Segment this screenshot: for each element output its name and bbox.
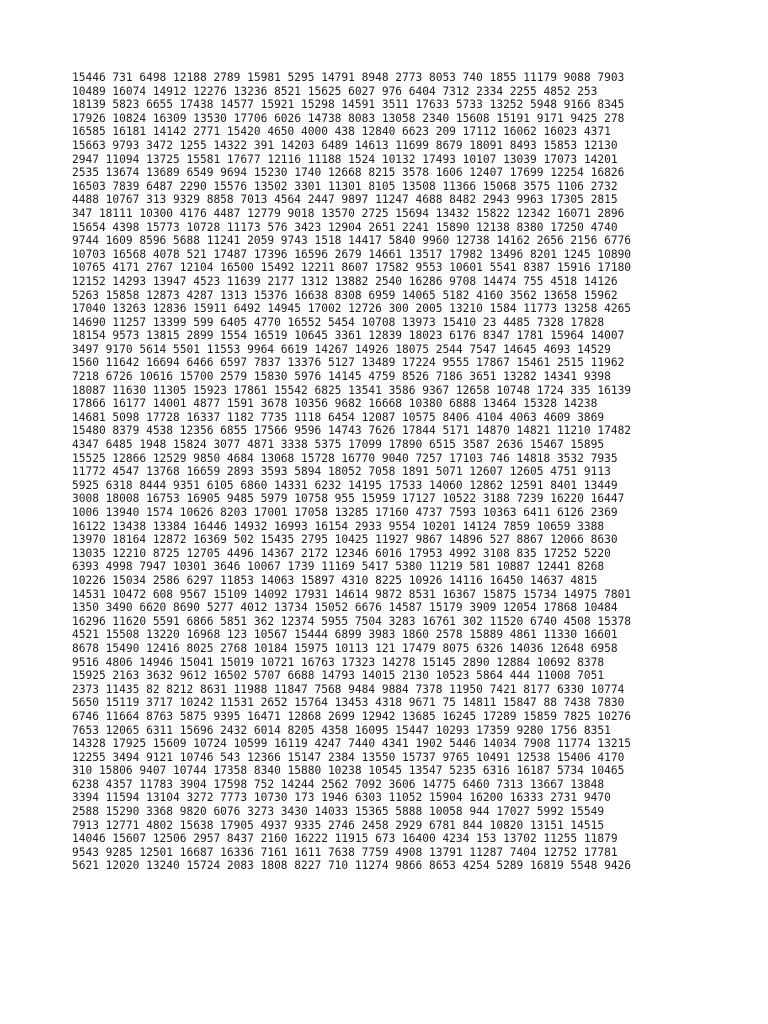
- text-line: 3394 11594 13104 3272 7773 10730 173 1946 6303 11052 15904 16200 16333 2731 9470: [72, 791, 611, 805]
- text-line: 12255 3494 9121 10746 543 12366 15147 2384 13550 15737 9765 10491 12538 15406 4170: [72, 750, 625, 764]
- text-line: 10226 15034 2586 6297 11853 14063 15897 4310 8225 10926 14116 16450 14637 4815: [72, 573, 598, 587]
- text-line: 2373 11435 82 8212 8631 11988 11847 7568 9484 9884 7378 11950 7421 8177 6330 10774: [72, 682, 625, 696]
- text-line: 14681 5098 17728 16337 1182 7735 1118 6454 12087 10575 8406 4104 4063 4609 3869: [72, 410, 605, 424]
- text-line: 15480 8379 4538 12356 6855 17566 9596 14743 7626 17844 5171 14870 14821 11210 17482: [72, 424, 632, 438]
- text-line: 6238 4357 11783 3904 17598 752 14244 2562 7092 3606 14775 6460 7313 13667 13848: [72, 777, 605, 791]
- text-line: 7913 12771 4802 15638 17905 4937 9335 2746 2458 2929 6781 844 10820 13151 14515: [72, 818, 605, 832]
- text-line: 15654 4398 15773 10728 11173 576 3423 12904 2651 2241 15890 12138 8380 17250 4740: [72, 220, 618, 234]
- text-line: 7218 6726 10616 15700 2579 15830 5976 14145 4759 8526 7186 3651 13282 14341 9398: [72, 370, 611, 384]
- text-line: 3008 18008 16753 16905 9485 5979 10758 955 15959 17127 10522 3188 7239 16220 16447: [72, 492, 625, 506]
- text-line: 1560 11642 16694 6466 6597 7837 13376 5127 13489 17224 9555 17867 15461 2515 11962: [72, 356, 625, 370]
- text-line: 17040 13263 12836 15911 6492 14945 17002 12726 300 2005 13210 1584 11773 13258 4265: [72, 302, 632, 316]
- text-line: 16503 7839 6487 2290 15576 13502 3301 11301 8105 13508 11366 15068 3575 1106 2732: [72, 179, 618, 193]
- text-line: 11772 4547 13768 16659 2893 3593 5894 18052 7058 1891 5071 12607 12605 4751 9113: [72, 465, 611, 479]
- text-line: 3497 9170 5614 5501 11553 9964 6619 14267 14926 18075 2544 7547 14645 4693 14529: [72, 342, 611, 356]
- text-line: 16296 11620 5591 6866 5851 362 12374 5955 7504 3283 16761 302 11520 6740 4508 15378: [72, 614, 632, 628]
- text-line: 17926 10824 16309 13530 17706 6026 14738 8083 13058 2340 15608 15191 9171 9425 278: [72, 111, 625, 125]
- text-line: 4347 6485 1948 15824 3077 4871 3338 5375 17099 17890 6515 3587 2636 15467 15895: [72, 438, 605, 452]
- text-line: 14531 10472 608 9567 15109 14092 17931 14614 9872 8531 16367 15875 15734 14975 7801: [72, 587, 632, 601]
- text-line: 16585 16181 14142 2771 15420 4650 4000 438 12840 6623 209 17112 16062 16023 4371: [72, 125, 611, 139]
- text-line: 5650 15119 3717 10242 11531 2652 15764 13453 4318 9671 75 14811 15847 88 7438 7830: [72, 696, 625, 710]
- text-line: 1350 3490 6620 8690 5277 4012 13734 15052 6676 14587 15179 3909 12054 17868 10484: [72, 601, 618, 615]
- text-line: 14690 11257 13399 599 6405 4770 16552 5454 10708 13973 15410 23 4485 7328 17828: [72, 315, 605, 329]
- text-line: 12152 14293 13947 4523 11639 2177 1312 13882 2540 16286 9708 14474 755 4518 14126: [72, 274, 618, 288]
- text-line: 15446 731 6498 12188 2789 15981 5295 14791 8948 2773 8053 740 1855 11179 9088 7903: [72, 71, 625, 84]
- text-line: 6393 4998 7947 10301 3646 10067 1739 11169 5417 5380 11219 581 10887 12441 8268: [72, 560, 605, 574]
- text-line: 15925 2163 3632 9612 16502 5707 6688 14793 14015 2130 10523 5864 444 11008 7051: [72, 669, 605, 683]
- text-line: 6746 11664 8763 5875 9395 16471 12868 2699 12942 13685 16245 17289 15859 7825 10276: [72, 709, 632, 723]
- text-line: 18139 5823 6655 17438 14577 15921 15298 14591 3511 17633 5733 13252 5948 9166 8345: [72, 98, 625, 112]
- text-line: 347 18111 10300 4176 4487 12779 9018 13570 2725 15694 13432 15822 12342 16071 2896: [72, 206, 625, 220]
- text-line: 5925 6318 8444 9351 6105 6860 14331 6232 14195 17533 14060 12862 12591 8401 13449: [72, 478, 618, 492]
- text-line: 13035 12210 8725 12705 4496 14367 2172 12346 6016 17953 4992 3108 835 17252 5220: [72, 546, 611, 560]
- text-line: 14328 17925 15609 10724 10599 16119 4247 7440 4341 1902 5446 14034 7908 11774 13215: [72, 737, 632, 751]
- text-line: 8678 15490 12416 8025 2768 10184 15975 10113 121 17479 8075 6326 14036 12648 6958: [72, 641, 618, 655]
- text-line: 17866 16177 14001 4877 1591 3678 10356 9682 16668 10380 6888 13464 15328 14238: [72, 397, 598, 411]
- text-line: 2588 15290 3368 9820 6076 3273 3430 14033 15365 5888 10058 944 17027 5992 15549: [72, 805, 605, 819]
- text-line: 4521 15508 13220 16968 123 10567 15444 6899 3983 1860 2578 15889 4861 11330 16601: [72, 628, 618, 642]
- text-line: 10765 4171 2767 12104 16500 15492 12211 8607 17582 9553 10601 5541 8387 15916 17180: [72, 261, 632, 275]
- text-line: 18154 9573 13815 2899 1554 16519 10645 3361 12839 18023 6176 8347 1781 15964 14007: [72, 329, 625, 343]
- text-line: 16122 13438 13384 16446 14932 16993 16154 2933 9554 10201 14124 7859 10659 3388: [72, 519, 605, 533]
- text-line: 15663 9793 3472 1255 14322 391 14203 6489 14613 11699 8679 18091 8493 15853 12130: [72, 138, 618, 152]
- text-line: 14046 15607 12506 2957 8437 2160 16222 11915 673 16400 4234 153 13702 11255 11879: [72, 832, 618, 846]
- text-line: 5621 12020 13240 15724 2083 1808 8227 710 11274 9866 8653 4254 5289 16819 5548 9426: [72, 859, 632, 873]
- text-line: 9516 4806 14946 15041 15019 10721 16763 17323 14278 15145 2890 12884 10692 8378: [72, 655, 605, 669]
- text-line: 10489 16074 14912 12276 13236 8521 15625 6027 976 6404 7312 2334 2255 4852 253: [72, 84, 598, 98]
- text-line: 9543 9285 12501 16687 16336 7161 1611 7638 7759 4908 13791 11287 7404 12752 17781: [72, 845, 618, 859]
- text-line: 9744 1609 8596 5688 11241 2059 9743 1518 14417 5840 9960 12738 14162 2656 2156 6776: [72, 234, 632, 248]
- text-line: 310 15806 9407 10744 17358 8340 15880 10238 10545 13547 5235 6316 16187 5734 10465: [72, 764, 625, 778]
- text-line: 15525 12866 12529 9850 4684 13068 15728 16770 9040 7257 17103 746 14818 3532 7935: [72, 451, 618, 465]
- text-line: 10703 16568 4078 521 17487 17396 16596 2679 14661 13517 17982 13496 8201 1245 10890: [72, 247, 632, 261]
- text-line: 7653 12065 6311 15696 2432 6014 8205 4358 16095 15447 10293 17359 9280 1756 8351: [72, 723, 611, 737]
- number-text-block: [72, 71, 712, 873]
- text-line: 1006 13940 1574 10626 8203 17001 17058 13285 17160 4737 7593 10363 6411 6126 2369: [72, 506, 618, 519]
- text-line: 5263 15858 12873 4287 1313 15376 16638 8308 6959 14065 5182 4160 3562 13658 15962: [72, 288, 618, 302]
- text-line: 13970 18164 12872 16369 502 15435 2795 10425 11927 9867 14896 527 8867 12066 8630: [72, 533, 618, 547]
- text-line: 2535 13674 13689 6549 9694 15230 1740 12668 8215 3578 1606 12407 17699 12254 16826: [72, 166, 625, 180]
- text-line: 2947 11094 13725 15581 17677 12116 11188 1524 10132 17493 10107 13039 17073 14201: [72, 152, 618, 166]
- text-line: 4488 10767 313 9329 8858 7013 4564 2447 9897 11247 4688 8482 2943 9963 17305 2815: [72, 193, 618, 207]
- text-line: 18087 11630 11305 15923 17861 15542 6825 13541 3586 9367 12658 10748 1724 335 16139: [72, 383, 632, 397]
